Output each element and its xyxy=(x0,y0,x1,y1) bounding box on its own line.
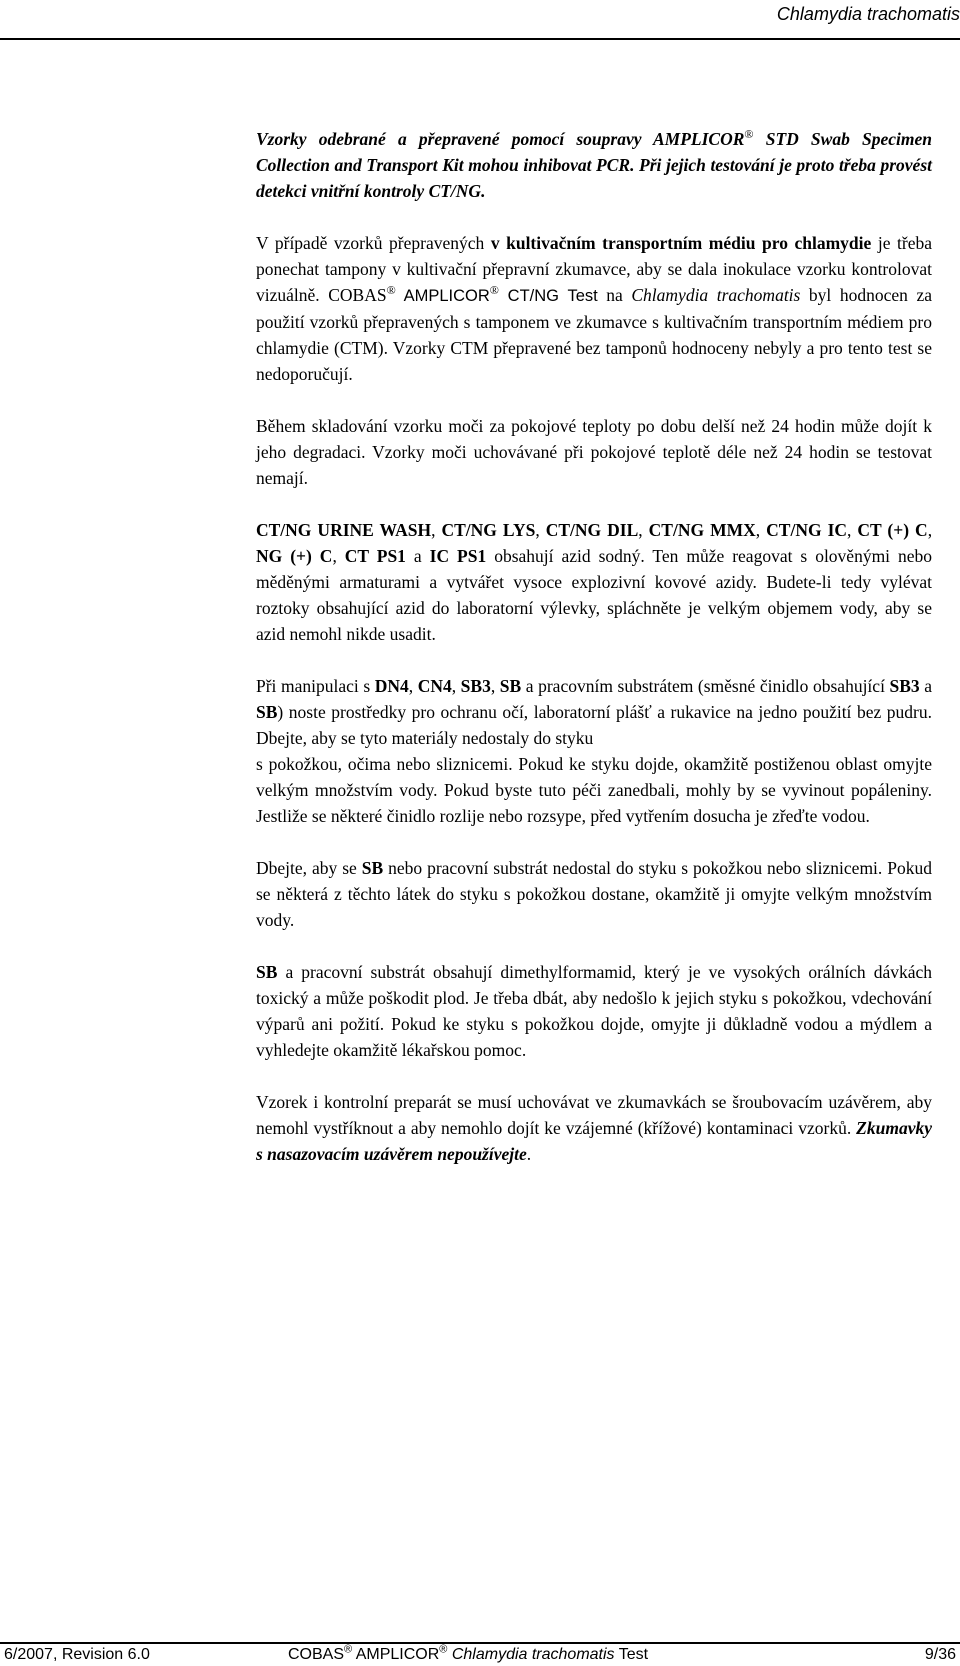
reagent-name: SB xyxy=(499,676,522,696)
text-span: Při manipulaci s xyxy=(256,676,375,696)
separator: , xyxy=(927,520,933,540)
product-name: CT/NG Test xyxy=(498,287,598,305)
reagent-name: SB xyxy=(256,962,278,982)
organism-name: Chlamydia trachomatis xyxy=(631,285,801,305)
paragraph-screw-cap-tubes xyxy=(256,1089,932,1167)
separator: , xyxy=(755,520,767,540)
text-span: na xyxy=(597,285,632,305)
reagent-name: CT/NG LYS xyxy=(441,520,536,540)
bold-term: v kultivačním transportním médiu pro chlamydie xyxy=(490,233,872,253)
text-span: a pracovním substrátem (směsné činidlo obsahující xyxy=(521,676,890,696)
registered-mark: ® xyxy=(344,1643,353,1656)
separator: , xyxy=(847,520,858,540)
emphasis-warning: Zkumavky s nasazovacím uzávěrem nepoužívejte xyxy=(256,1118,932,1164)
reagent-name: CT/NG DIL xyxy=(545,520,639,540)
header-divider xyxy=(0,38,960,40)
running-header-title: Chlamydia trachomatis xyxy=(776,4,960,24)
text-span: ) noste prostředky pro ochranu očí, laboratorní plášť a rukavice na jedno použití bez pudru. Dbejte, aby se tyto materiály nedostaly do styku xyxy=(256,702,932,748)
reagent-name: CN4 xyxy=(417,676,452,696)
document-body xyxy=(256,126,932,1193)
separator: , xyxy=(638,520,649,540)
text-span: obsahují azid sodný. Ten může reagovat s olověnými nebo měděnými armaturami a vytvářet vysoce explozivní kovové azidy. Budete-li tedy vylévat roztoky obsahující azid do laboratorní výlevky, spláchněte je velkým objemem vody, aby se azid nemohl nikde usadit. xyxy=(256,546,933,644)
registered-mark: ® xyxy=(489,283,499,298)
separator: , xyxy=(408,676,418,696)
reagent-name: CT PS1 xyxy=(344,546,406,566)
reagent-name: CT/NG IC xyxy=(766,520,848,540)
reagent-name: IC PS1 xyxy=(429,546,487,566)
text-span: Dbejte, aby se xyxy=(256,858,362,878)
paragraph-protective-equipment xyxy=(256,673,932,829)
reagent-name: DN4 xyxy=(374,676,409,696)
text-span: Vzorek i kontrolní preparát se musí uchovávat ve zkumavkách se šroubovacím uzávěrem, aby nemohl vystříknout a aby nemohlo dojít ke vzájemné (křížové) kontaminaci vzorků. xyxy=(256,1092,932,1138)
reagent-name: SB xyxy=(361,858,384,878)
paragraph-dimethylformamid xyxy=(256,959,932,1063)
text-span: . xyxy=(526,1144,532,1164)
registered-mark: ® xyxy=(386,283,396,298)
text-span: a xyxy=(919,676,932,696)
page-footer xyxy=(0,1644,960,1666)
paragraph-sodium-azide xyxy=(256,517,932,647)
product-name: AMPLICOR xyxy=(395,287,490,305)
revision-info: 6/2007, Revision 6.0 xyxy=(4,1646,150,1663)
paragraph-urine-storage: Během skladování vzorku moči za pokojové teploty po dobu delší než 24 hodin může dojít k jeho degradaci. Vzorky moči uchovávané při pokojové teplotě déle než 24 hodin se testovat nemají. xyxy=(256,416,932,488)
text-span: s pokožkou, očima nebo sliznicemi. Pokud ke styku dojde, okamžitě postiženou oblast omyjte velkým množstvím vody. Pokud byste tuto péči zanedbali, mohly by se vyvinout popáleniny. Jestliže se některé činidlo rozlije nebo rozsype, před vytřením dosucha je zřeďte vodou. xyxy=(256,754,932,826)
text-span: a pracovní substrát obsahují dimethylformamid, který je ve vysokých orálních dávkách toxický a může poškodit plod. Je třeba dbát, aby nedošlo k jejich styku s pokožkou, vdechování výparů ani požití. Pokud ke styku s pokožkou dojde, omyjte ji důkladně vodou a mýdlem a vyhledejte okamžitě lékařskou pomoc. xyxy=(256,962,932,1060)
reagent-name: CT/NG MMX xyxy=(648,520,756,540)
text-span: Test xyxy=(614,1646,649,1663)
reagent-name: SB3 xyxy=(889,676,920,696)
registered-mark: ® xyxy=(744,127,754,142)
paragraph-sb-contact xyxy=(256,855,932,933)
page-number: 9/36 xyxy=(924,1646,956,1663)
paragraph-ctm-swabs xyxy=(256,230,932,387)
organism-name: Chlamydia trachomatis xyxy=(451,1646,615,1663)
registered-mark: ® xyxy=(439,1643,448,1656)
reagent-name: SB3 xyxy=(460,676,491,696)
product-title xyxy=(288,1644,648,1666)
text-span: Vzorky odebrané a přepravené pomocí soupravy AMPLICOR xyxy=(256,129,745,149)
separator: , xyxy=(332,546,345,566)
reagent-name: NG (+) C xyxy=(256,546,333,566)
text-span: COBAS xyxy=(288,1646,345,1663)
text-span: AMPLICOR xyxy=(352,1646,440,1663)
separator: , xyxy=(451,676,461,696)
separator: a xyxy=(405,546,430,566)
paragraph-swab-warning xyxy=(256,126,932,204)
text-span: V případě vzorků přepravených xyxy=(256,233,491,253)
separator: , xyxy=(490,676,500,696)
reagent-name: CT/NG URINE WASH xyxy=(256,520,432,540)
reagent-name: CT (+) C xyxy=(857,520,928,540)
text-span: byl hodnocen za použití vzorků přepravených s tamponem ve zkumavce s kultivačním transportním médiem pro chlamydie (CTM). Vzorky CTM přepravené bez tamponů hodnoceny nebyly a pro tento test se nedoporučují. xyxy=(256,285,932,384)
text-span: nebo pracovní substrát nedostal do styku s pokožkou nebo sliznicemi. Pokud se některá z těchto látek do styku s pokožkou dostane, okamžitě ji omyjte velkým množstvím vody. xyxy=(256,858,932,930)
separator: , xyxy=(431,520,442,540)
text-span: STD Swab Specimen Collection and Transport Kit mohou inhibovat PCR. Při jejich testování je proto třeba provést detekci vnitřní kontroly CT/NG. xyxy=(256,129,932,201)
separator: , xyxy=(535,520,546,540)
text-span: je třeba ponechat tampony v kultivační přepravní zkumavce, aby se dala inokulace vzorku kontrolovat vizuálně. COBAS xyxy=(256,233,932,305)
reagent-name: SB xyxy=(256,702,278,722)
